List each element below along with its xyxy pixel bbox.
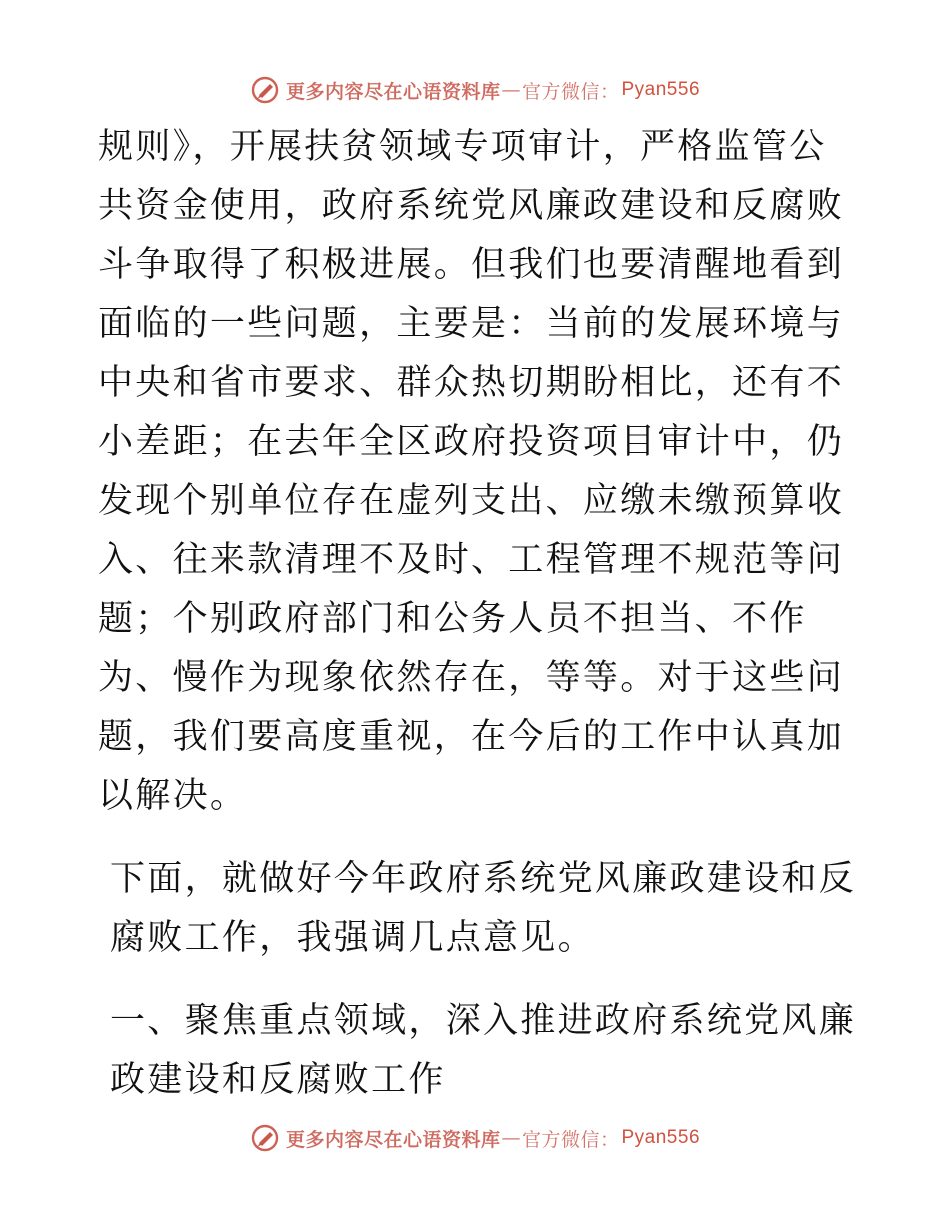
banner-wechat-label: 官方微信： [521,1128,620,1151]
header-watermark-banner [0,70,950,110]
library-logo-icon [250,1123,280,1153]
banner-wechat-id: Pyan556 [621,79,701,100]
body-paragraph-2: 下面，就做好今年政府系统党风廉政建设和反腐败工作，我强调几点意见。 [110,859,857,958]
banner-wechat-label: 官方微信： [521,80,620,103]
footer-watermark-banner [0,1118,950,1158]
banner-dash: — [501,79,521,101]
document-body [98,118,858,1110]
body-paragraph-1: 规则》，开展扶贫领域专项审计，严格监管公共资金使用，政府系统党风廉政建设和反腐败斗争取得了积极进展。但我们也要清醒地看到面临的一些问题，主要是：当前的发展环境与中央和省市要求、群众热切期盼相比，还有不小差距；在去年全区政府投资项目审计中，仍发现个别单位存在虚列支出、应缴未缴预算收入、往来款清理不及时、工程管理不规范等问题；个别政府部门和公务人员不担当、不作为、慢作为现象依然存在，等等。对于这些问题，我们要高度重视，在今后的工作中认真加以解决。 [98,127,845,816]
library-logo-icon [250,75,280,105]
banner-wechat-id: Pyan556 [621,1127,701,1148]
banner-main-text: 更多内容尽在心语资料库 [285,1128,501,1151]
banner-dash: — [501,1127,521,1149]
banner-main-text: 更多内容尽在心语资料库 [285,80,501,103]
section-heading-1: 一、聚焦重点领域，深入推进政府系统党风廉政建设和反腐败工作 [110,1001,857,1100]
